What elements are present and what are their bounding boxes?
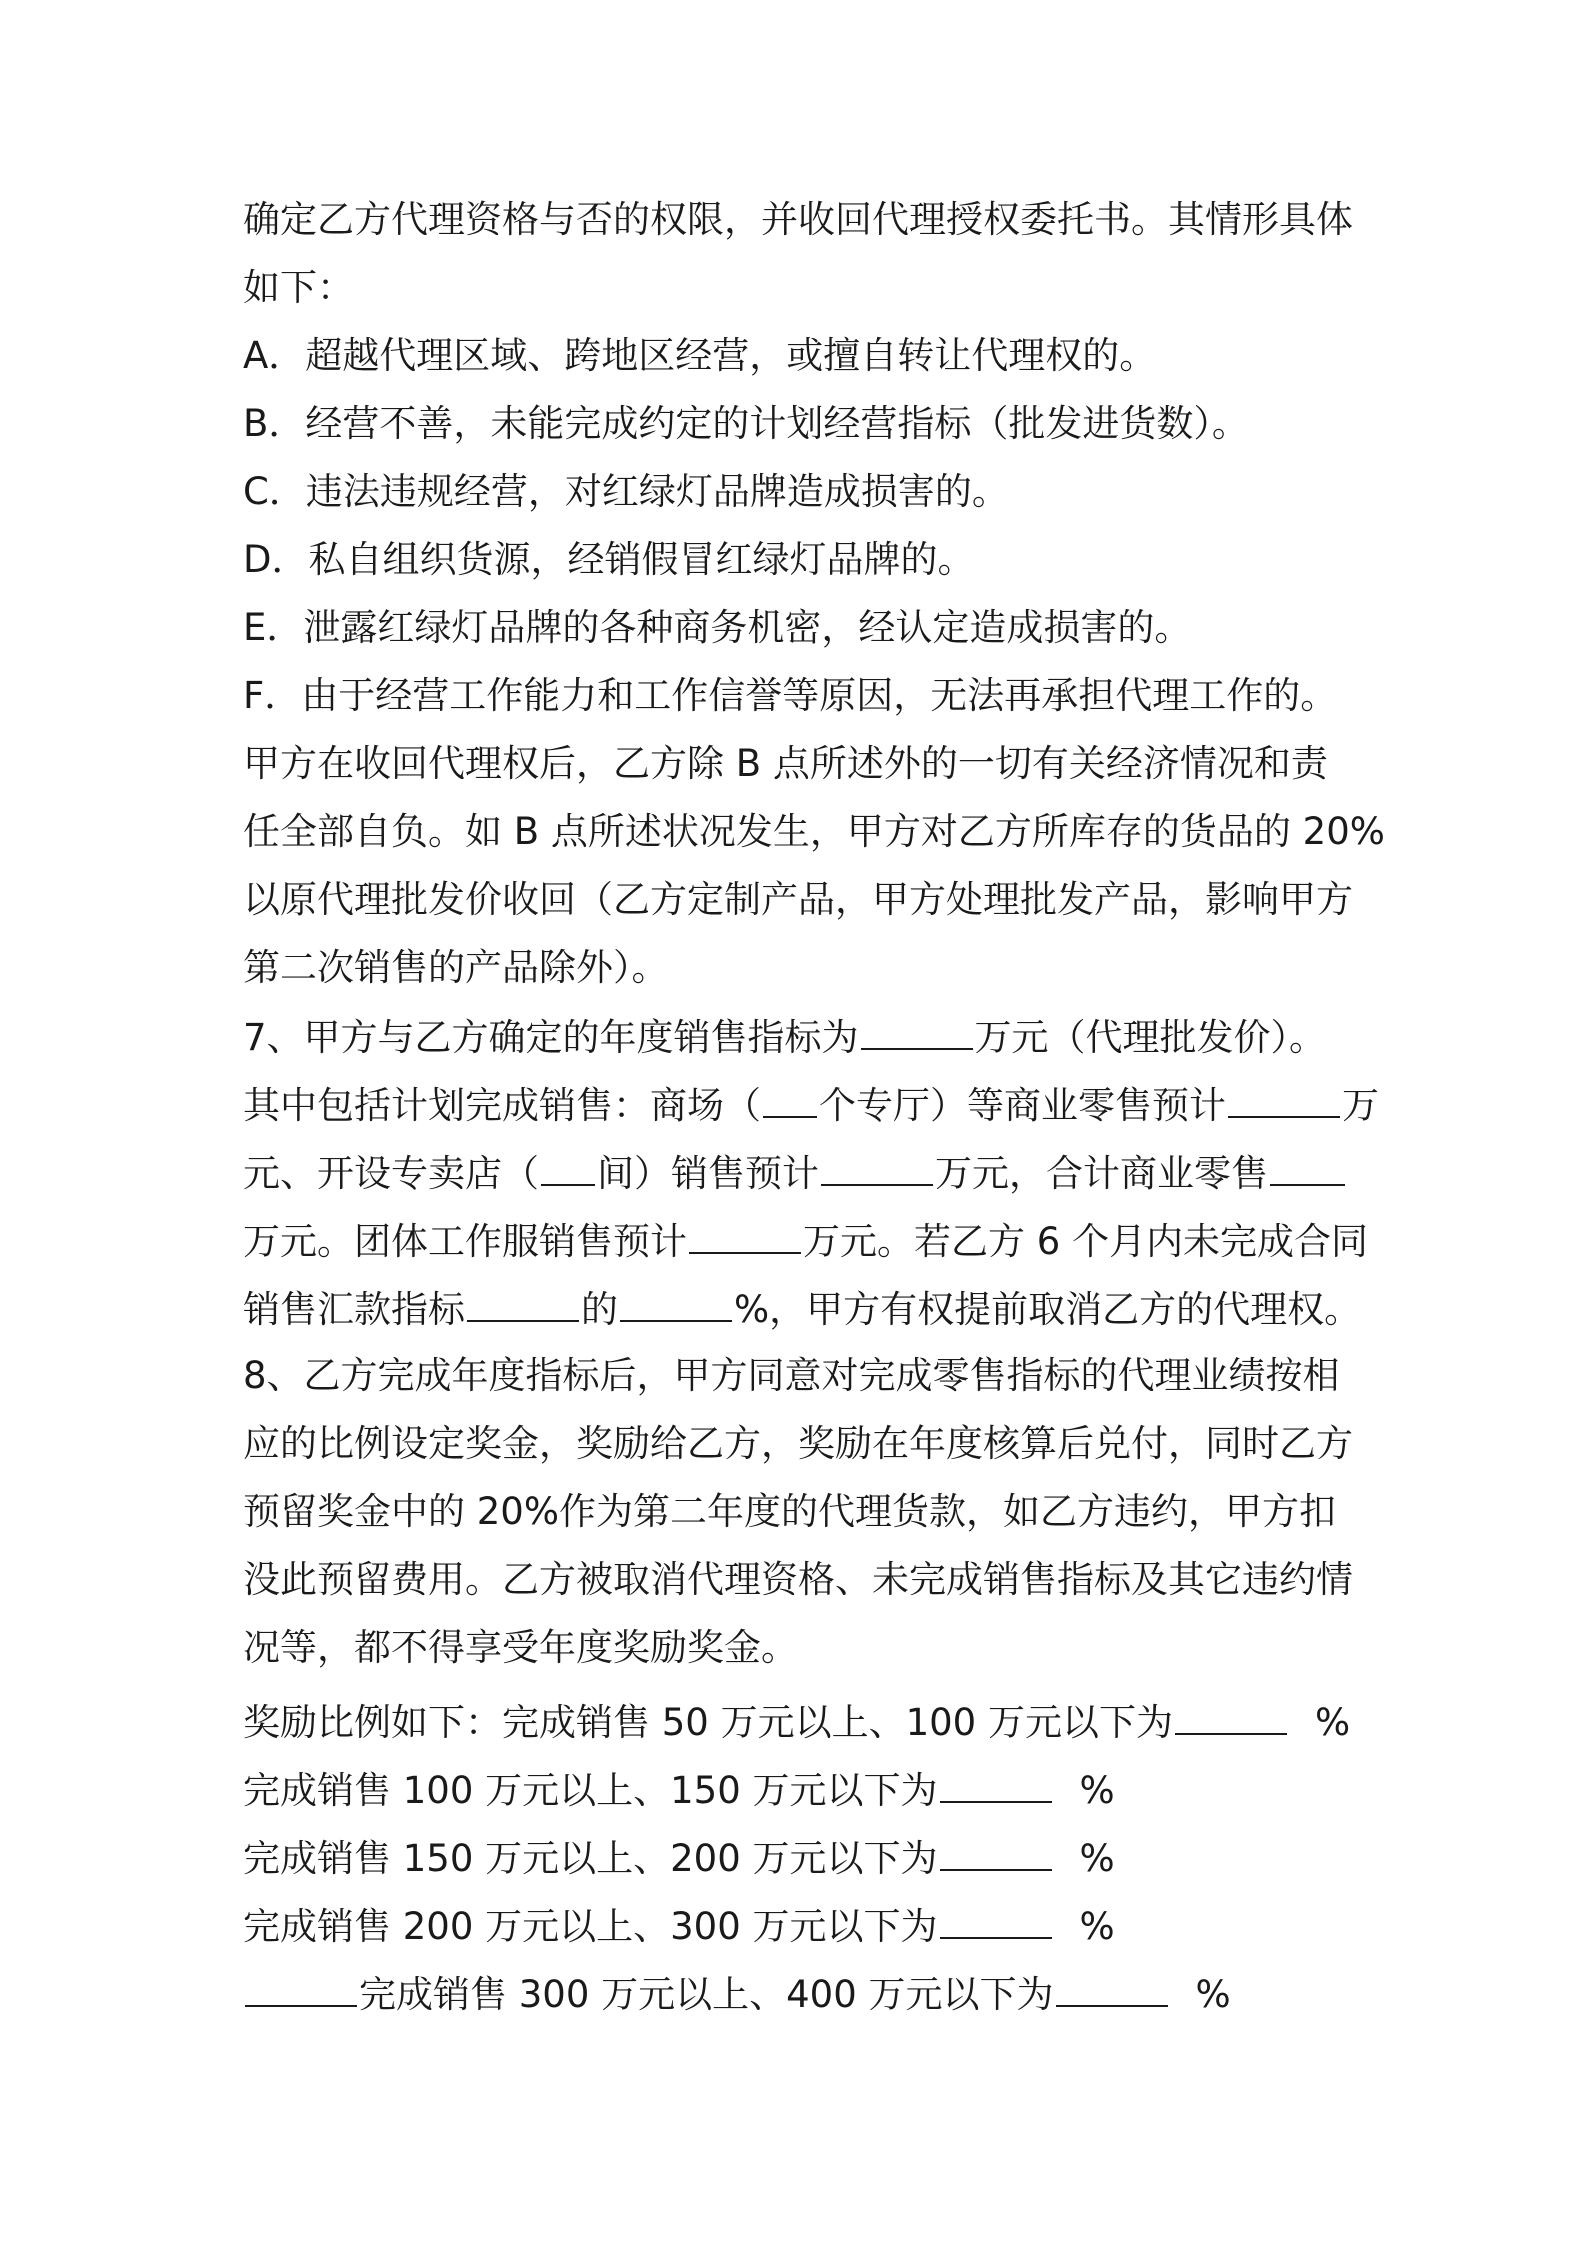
blank-field[interactable] bbox=[821, 1148, 933, 1186]
line-text: C．违法违规经营，对红绿灯品牌造成损害的。 bbox=[243, 470, 1009, 513]
line-text: 完成销售 150 万元以上、200 万元以下为 bbox=[243, 1837, 938, 1880]
line-text: 完成销售 200 万元以上、300 万元以下为 bbox=[243, 1905, 938, 1948]
line-text: 任全部自负。如 B 点所述状况发生，甲方对乙方所库存的货品的 20% bbox=[243, 810, 1385, 853]
line-text: 况等，都不得享受年度奖励奖金。 bbox=[243, 1626, 798, 1669]
blank-field[interactable] bbox=[940, 1833, 1052, 1871]
line-text: E．泄露红绿灯品牌的各种商务机密，经认定造成损害的。 bbox=[243, 606, 1192, 649]
blank-field[interactable] bbox=[861, 1012, 973, 1050]
clause-7-line bbox=[243, 1012, 1326, 1060]
reward-tier-line bbox=[243, 1833, 1115, 1881]
blank-field[interactable] bbox=[1056, 1969, 1168, 2007]
blank-field[interactable] bbox=[541, 1148, 595, 1186]
text-line bbox=[243, 1624, 798, 1672]
text-line bbox=[243, 808, 1385, 856]
line-text: 完成销售 100 万元以上、150 万元以下为 bbox=[243, 1769, 938, 1812]
line-text: 其中包括计划完成销售：商场（ bbox=[243, 1084, 761, 1127]
line-text: 万元。团体工作服销售预计 bbox=[243, 1220, 687, 1263]
text-line bbox=[243, 1284, 1361, 1332]
blank-field[interactable] bbox=[1175, 1697, 1287, 1735]
reward-tier-line bbox=[243, 1697, 1350, 1745]
line-text: 8、乙方完成年度指标后，甲方同意对完成零售指标的代理业绩按相 bbox=[243, 1354, 1340, 1397]
line-text: 万元，合计商业零售 bbox=[935, 1152, 1268, 1195]
line-text: %，甲方有权提前取消乙方的代理权。 bbox=[734, 1288, 1362, 1331]
list-item-e bbox=[243, 604, 1191, 652]
blank-field[interactable] bbox=[467, 1284, 579, 1322]
line-text: 完成销售 300 万元以上、400 万元以下为 bbox=[359, 1973, 1054, 2016]
clause-8-line bbox=[243, 1352, 1340, 1400]
line-text: 7、甲方与乙方确定的年度销售指标为 bbox=[243, 1016, 859, 1059]
text-line bbox=[243, 944, 669, 992]
text-line bbox=[243, 1148, 1347, 1196]
text-line bbox=[243, 1488, 1336, 1536]
line-text: 预留奖金中的 20%作为第二年度的代理货款，如乙方违约，甲方扣 bbox=[243, 1490, 1336, 1533]
line-text: 奖励比例如下：完成销售 50 万元以上、100 万元以下为 bbox=[243, 1701, 1173, 1744]
blank-field[interactable] bbox=[940, 1765, 1052, 1803]
percent-sign: % bbox=[1195, 1973, 1231, 2016]
text-line bbox=[243, 876, 1353, 924]
line-text: 没此预留费用。乙方被取消代理资格、未完成销售指标及其它违约情 bbox=[243, 1558, 1353, 1601]
line-text: 的 bbox=[581, 1288, 618, 1331]
text-line bbox=[243, 264, 354, 312]
percent-sign: % bbox=[1079, 1837, 1115, 1880]
reward-tier-line bbox=[243, 1765, 1115, 1813]
percent-sign: % bbox=[1079, 1769, 1115, 1812]
list-item-a bbox=[243, 332, 1156, 380]
list-item-c bbox=[243, 468, 1009, 516]
list-item-b bbox=[243, 400, 1249, 448]
line-text: 甲方在收回代理权后，乙方除 B 点所述外的一切有关经济情况和责 bbox=[243, 742, 1328, 785]
line-text: 确定乙方代理资格与否的权限，并收回代理授权委托书。其情形具体 bbox=[243, 198, 1353, 241]
text-line bbox=[243, 740, 1328, 788]
blank-field[interactable] bbox=[1270, 1148, 1345, 1186]
list-item-d bbox=[243, 536, 975, 584]
line-text: 销售汇款指标 bbox=[243, 1288, 465, 1331]
line-text: F．由于经营工作能力和工作信誉等原因，无法再承担代理工作的。 bbox=[243, 674, 1338, 717]
line-text: 应的比例设定奖金，奖励给乙方，奖励在年度核算后兑付，同时乙方 bbox=[243, 1422, 1353, 1465]
blank-field[interactable] bbox=[1228, 1080, 1340, 1118]
blank-field[interactable] bbox=[245, 1969, 357, 2007]
line-text: 间）销售预计 bbox=[597, 1152, 819, 1195]
line-text: 以原代理批发价收回（乙方定制产品，甲方处理批发产品，影响甲方 bbox=[243, 878, 1353, 921]
list-item-f bbox=[243, 672, 1337, 720]
blank-field[interactable] bbox=[940, 1901, 1052, 1939]
line-text: D．私自组织货源，经销假冒红绿灯品牌的。 bbox=[243, 538, 975, 581]
line-text: A．超越代理区域、跨地区经营，或擅自转让代理权的。 bbox=[243, 334, 1157, 377]
blank-field[interactable] bbox=[763, 1080, 817, 1118]
text-line bbox=[243, 1556, 1353, 1604]
percent-sign: % bbox=[1079, 1905, 1115, 1948]
percent-sign: % bbox=[1315, 1701, 1351, 1744]
text-line bbox=[243, 1420, 1353, 1468]
line-text: 元、开设专卖店（ bbox=[243, 1152, 539, 1195]
text-line bbox=[243, 1216, 1368, 1264]
text-line bbox=[243, 196, 1353, 244]
blank-field[interactable] bbox=[620, 1284, 732, 1322]
reward-tier-line bbox=[243, 1901, 1115, 1949]
line-text: 万元（代理批发价）。 bbox=[974, 1016, 1327, 1059]
line-text: 第二次销售的产品除外）。 bbox=[243, 946, 669, 989]
text-line bbox=[243, 1080, 1379, 1128]
line-text: 万 bbox=[1342, 1084, 1379, 1127]
reward-tier-line bbox=[243, 1969, 1231, 2017]
line-text: 个专厅）等商业零售预计 bbox=[819, 1084, 1226, 1127]
line-text: 万元。若乙方 6 个月内未完成合同 bbox=[803, 1220, 1369, 1263]
line-text: 如下： bbox=[243, 266, 354, 309]
line-text: B．经营不善，未能完成约定的计划经营指标（批发进货数）。 bbox=[243, 402, 1249, 445]
blank-field[interactable] bbox=[689, 1216, 801, 1254]
